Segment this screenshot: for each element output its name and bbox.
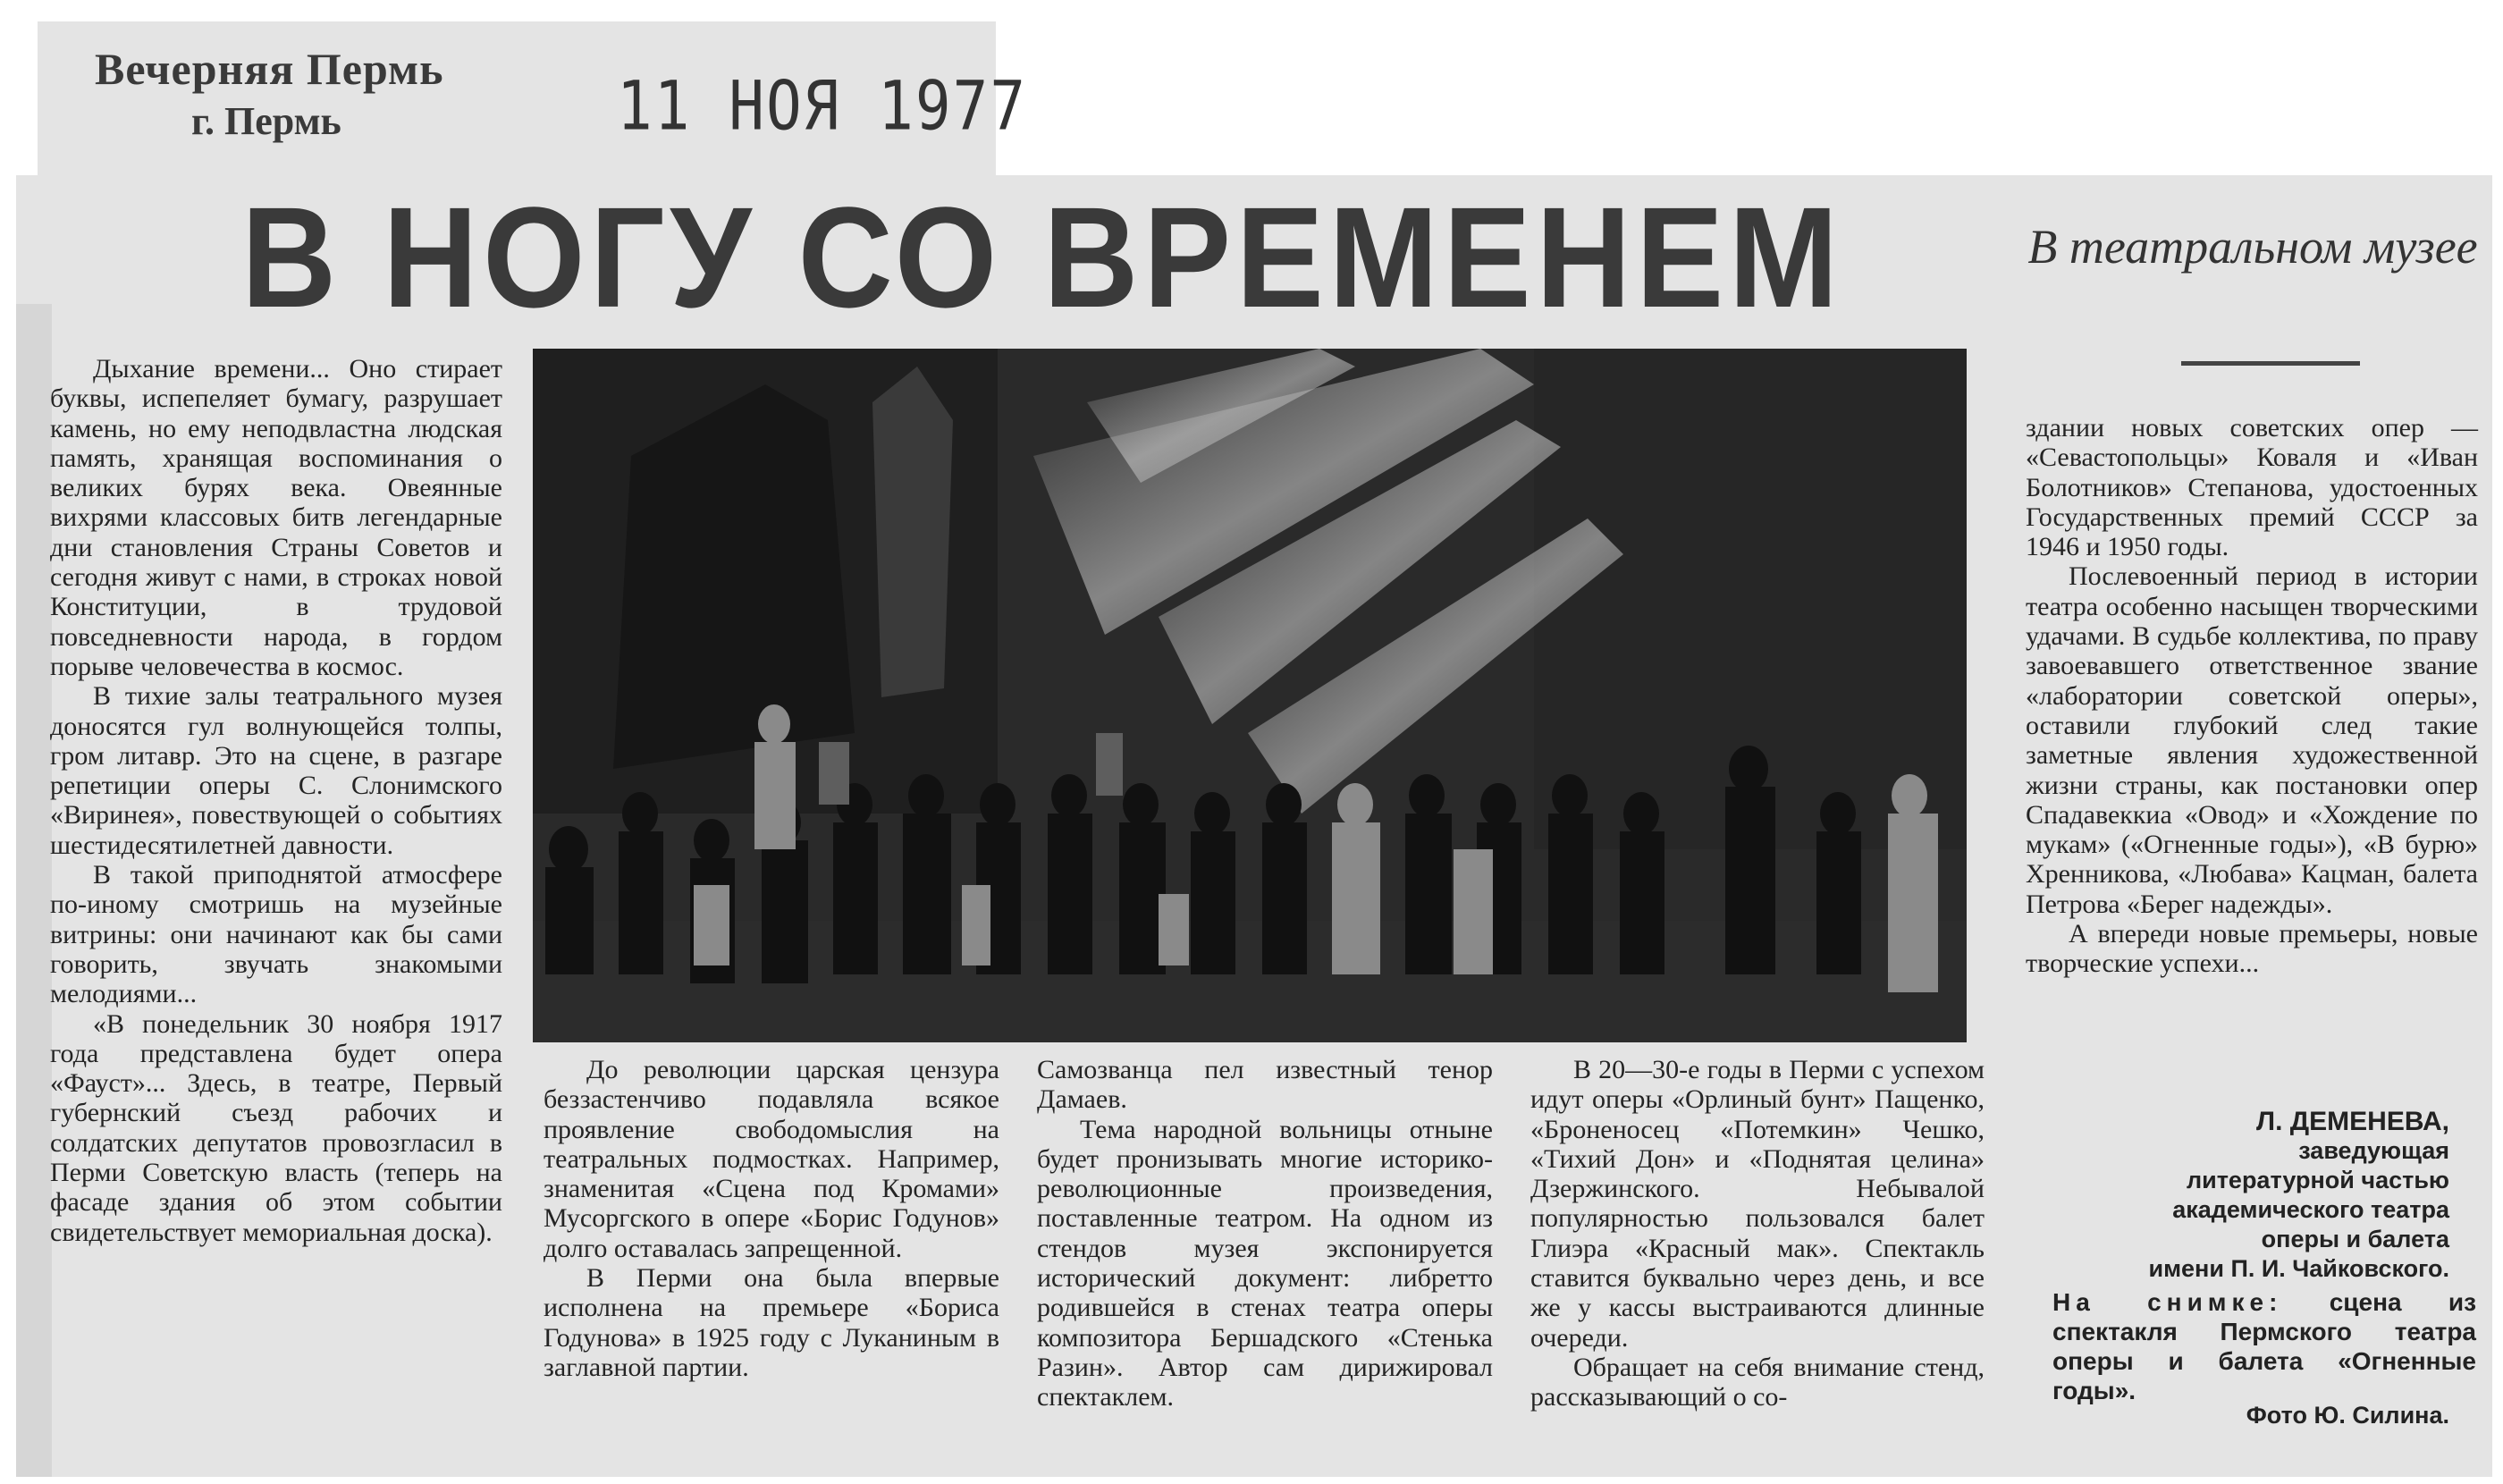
paragraph: В 20—30-е годы в Перми с успехом идут оперы «Орлиный бунт» Пащенко, «Броненосец «Потемкин» Чешко, «Тихий Дон» и «Поднятая целина» Дзержинского. Небывалой популярностью пользовался балет Глиэра «Красный мак». Спектакль ставится буквально через день, и все же у кассы выстраиваются длинные очереди. <box>1530 1055 1985 1353</box>
paragraph: Тема народной вольницы отныне будет пронизывать многие историко-революционные произведения, поставленные театром. На одном из стендов музея экспонируется исторический документ: либретто родившейся в стенах театра оперы композитора Бершадского «Стенька Разин». Автор сам дирижировал спектаклем. <box>1037 1114 1493 1412</box>
author-title: заведующая <box>2298 1137 2449 1164</box>
caption-text: сцена из спектакля Пермского театра оперы и балета «Огненные годы». <box>2052 1288 2476 1404</box>
article-column-1 <box>50 354 502 1247</box>
author-title: оперы и балета <box>2261 1226 2449 1252</box>
paragraph: Послевоенный период в истории театра особенно насыщен творческими удачами. В судьбе коллектива, по праву завоевавшего ответственное звание «лаборатории советской оперы», оставили глубокий след такие заметные явления художественной жизни страны, как постановки опер Спадавеккиа «Овод» и «Хождение по мукам» («Огненные годы»), «В бурю» Хренникова, «Любава» Кацман, балета Петрова «Берег надежды». <box>2026 561 2478 919</box>
author-name: Л. ДЕМЕНЕВА, <box>2256 1107 2449 1136</box>
article-column-3 <box>1037 1055 1493 1412</box>
paragraph: В тихие залы театрального музея доносятся гул волнующейся толпы, гром литавр. Это на сцене, в разгаре репетиции оперы С. Слонимского «Виринея», повествующей о событиях шестидесятилетней давности. <box>50 681 502 860</box>
rubric-underline <box>2181 361 2360 366</box>
paragraph: здании новых советских опер — «Севастопольцы» Коваля и «Иван Болотников» Степанова, удостоенных Государственных премий СССР за 1946 и 1950 годы. <box>2026 413 2478 562</box>
author-signature <box>2038 1107 2449 1284</box>
rubric: В театральном музее <box>2027 220 2478 274</box>
publication-name: Вечерняя Пермь <box>95 44 444 94</box>
paragraph: А впереди новые премьеры, новые творческие успехи... <box>2026 919 2478 979</box>
clipping-edge <box>16 304 52 1477</box>
caption-lead: На снимке: <box>2052 1288 2283 1316</box>
paragraph: «В понедельник 30 ноября 1917 года представлена будет опера «Фауст»... Здесь, в театре, Первый губернский съезд рабочих и солдатских депутатов провозгласил в Перми Советскую власть (теперь на фасаде здания об этом событии свидетельствует мемориальная доска). <box>50 1008 502 1247</box>
paragraph: В Перми она была впервые исполнена на премьере «Бориса Годунова» в 1925 году с Луканиным в заглавной партии. <box>544 1263 999 1382</box>
author-title: имени П. И. Чайковского. <box>2148 1255 2449 1282</box>
paragraph: В такой приподнятой атмосфере по-иному смотришь на музейные витрины: они начинают как бы сами говорить, звучать знакомыми мелодиями... <box>50 860 502 1009</box>
article-column-4 <box>1530 1055 1985 1412</box>
publication-city: г. Пермь <box>191 99 341 143</box>
paragraph: Обращает на себя внимание стенд, рассказывающий о со- <box>1530 1352 1985 1412</box>
stage-photo <box>533 349 1967 1042</box>
headline: В НОГУ СО ВРЕМЕНЕМ <box>241 177 1843 337</box>
photo-caption <box>2052 1287 2476 1405</box>
article-column-2 <box>544 1055 999 1382</box>
paragraph: Дыхание времени... Оно стирает буквы, испепеляет бумагу, разрушает камень, но ему неподвластна людская память, хранящая воспоминания о великих бурях века. Овеянные вихрями классовых битв легендарные дни становления Страны Советов и сегодня живут с нами, в строках новой Конституции, в трудовой повседневности народа, в гордом порыве человечества в космос. <box>50 354 502 681</box>
author-title: академического театра <box>2172 1196 2449 1223</box>
author-title: литературной частью <box>2186 1167 2449 1193</box>
paragraph: Самозванца пел известный тенор Дамаев. <box>1037 1055 1493 1115</box>
article-column-5 <box>2026 413 2478 979</box>
stage-photo-image <box>533 349 1967 1042</box>
photo-credit: Фото Ю. Силина. <box>2246 1402 2449 1429</box>
date-stamp: 11 НОЯ 1977 <box>617 66 1028 146</box>
paragraph: До революции царская цензура беззастенчиво подавляла всякое проявление свободомыслия на театральных подмостках. Например, знаменитая «Сцена под Кромами» Мусоргского в опере «Борис Годунов» долго оставалась запрещенной. <box>544 1055 999 1263</box>
